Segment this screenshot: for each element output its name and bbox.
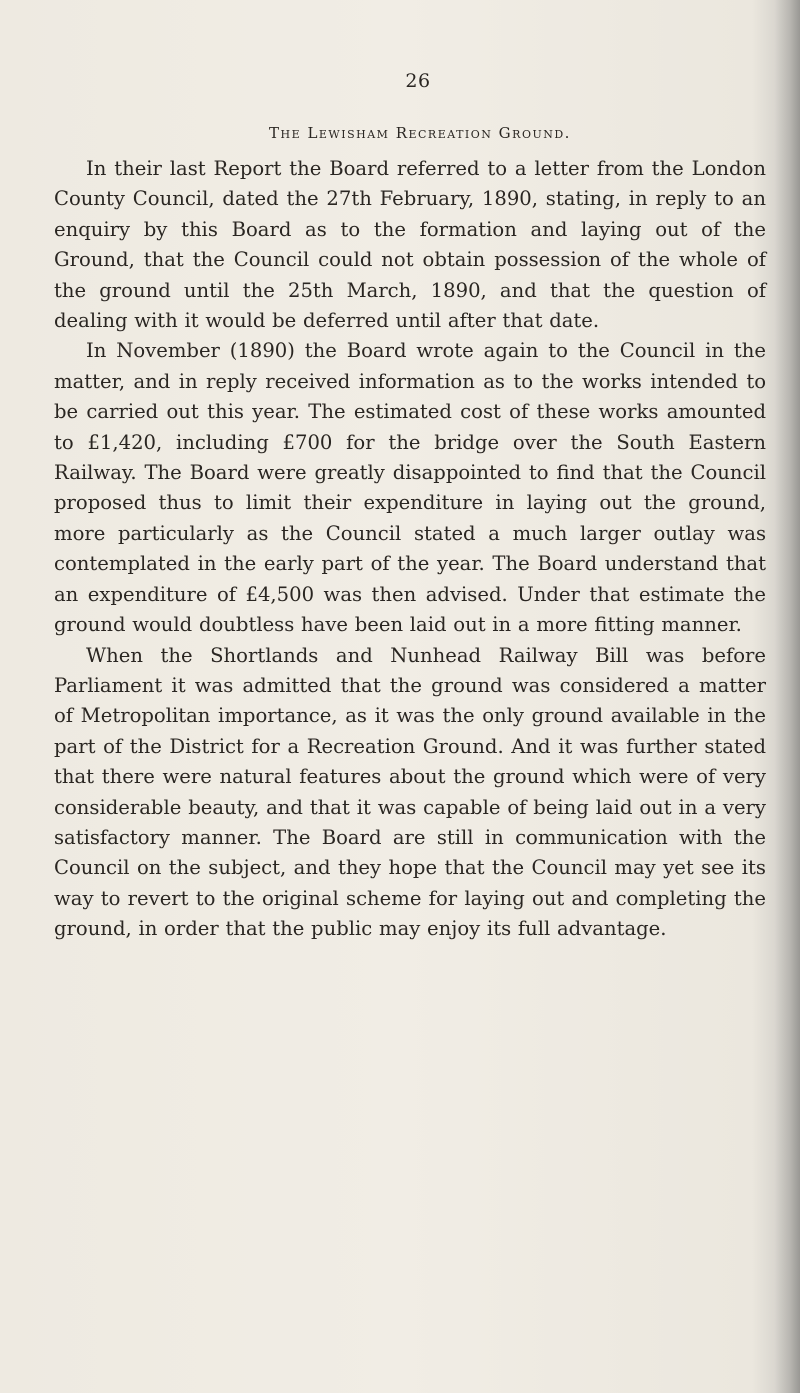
text-block: [54, 70, 766, 945]
paragraph-1: In their last Report the Board referred to a letter from the London County Council, dated the 27th February, 1890, stating, in reply to an enquiry by this Board as to the formation and laying out of the Ground, that the Council could not obtain possession of the whole of the ground until the 25th March, 1890, and that the question of dealing with it would be deferred until after that date.: [54, 157, 766, 333]
paragraph-3: When the Shortlands and Nunhead Railway Bill was before Parliament it was admitted that the ground was considered a matter of Metropolitan importance, as it was the only ground available in the part of the District for a Recreation Ground. And it was further stated that there were natural features about the ground which were of very considerable beauty, and that it was capable of being laid out in a very satisfactory manner. The Board are still in communication with the Council on the subject, and they hope that the Council may yet see its way to revert to the original scheme for laying out and completing the ground, in order that the public may enjoy its full advantage.: [54, 643, 766, 941]
page-edge-shadow: [774, 0, 800, 1393]
page-number: 26: [405, 70, 431, 92]
paragraph-2: In November (1890) the Board wrote again to the Council in the matter, and in reply received information as to the works intended to be carried out this year. The estimated cost of these works amounted to £1,420, including £700 for the bridge over the South Eastern Railway. The Board were greatly disappointed to find that the Council proposed thus to limit their expenditure in laying out the ground, more particularly as the Council stated a much larger outlay was contemplated in the early part of the year. The Board understand that an expenditure of £4,500 was then advised. Under that estimate the ground would doubtless have been laid out in a more fitting manner.: [54, 339, 766, 637]
section-heading: The Lewisham Recreation Ground.: [269, 124, 571, 142]
